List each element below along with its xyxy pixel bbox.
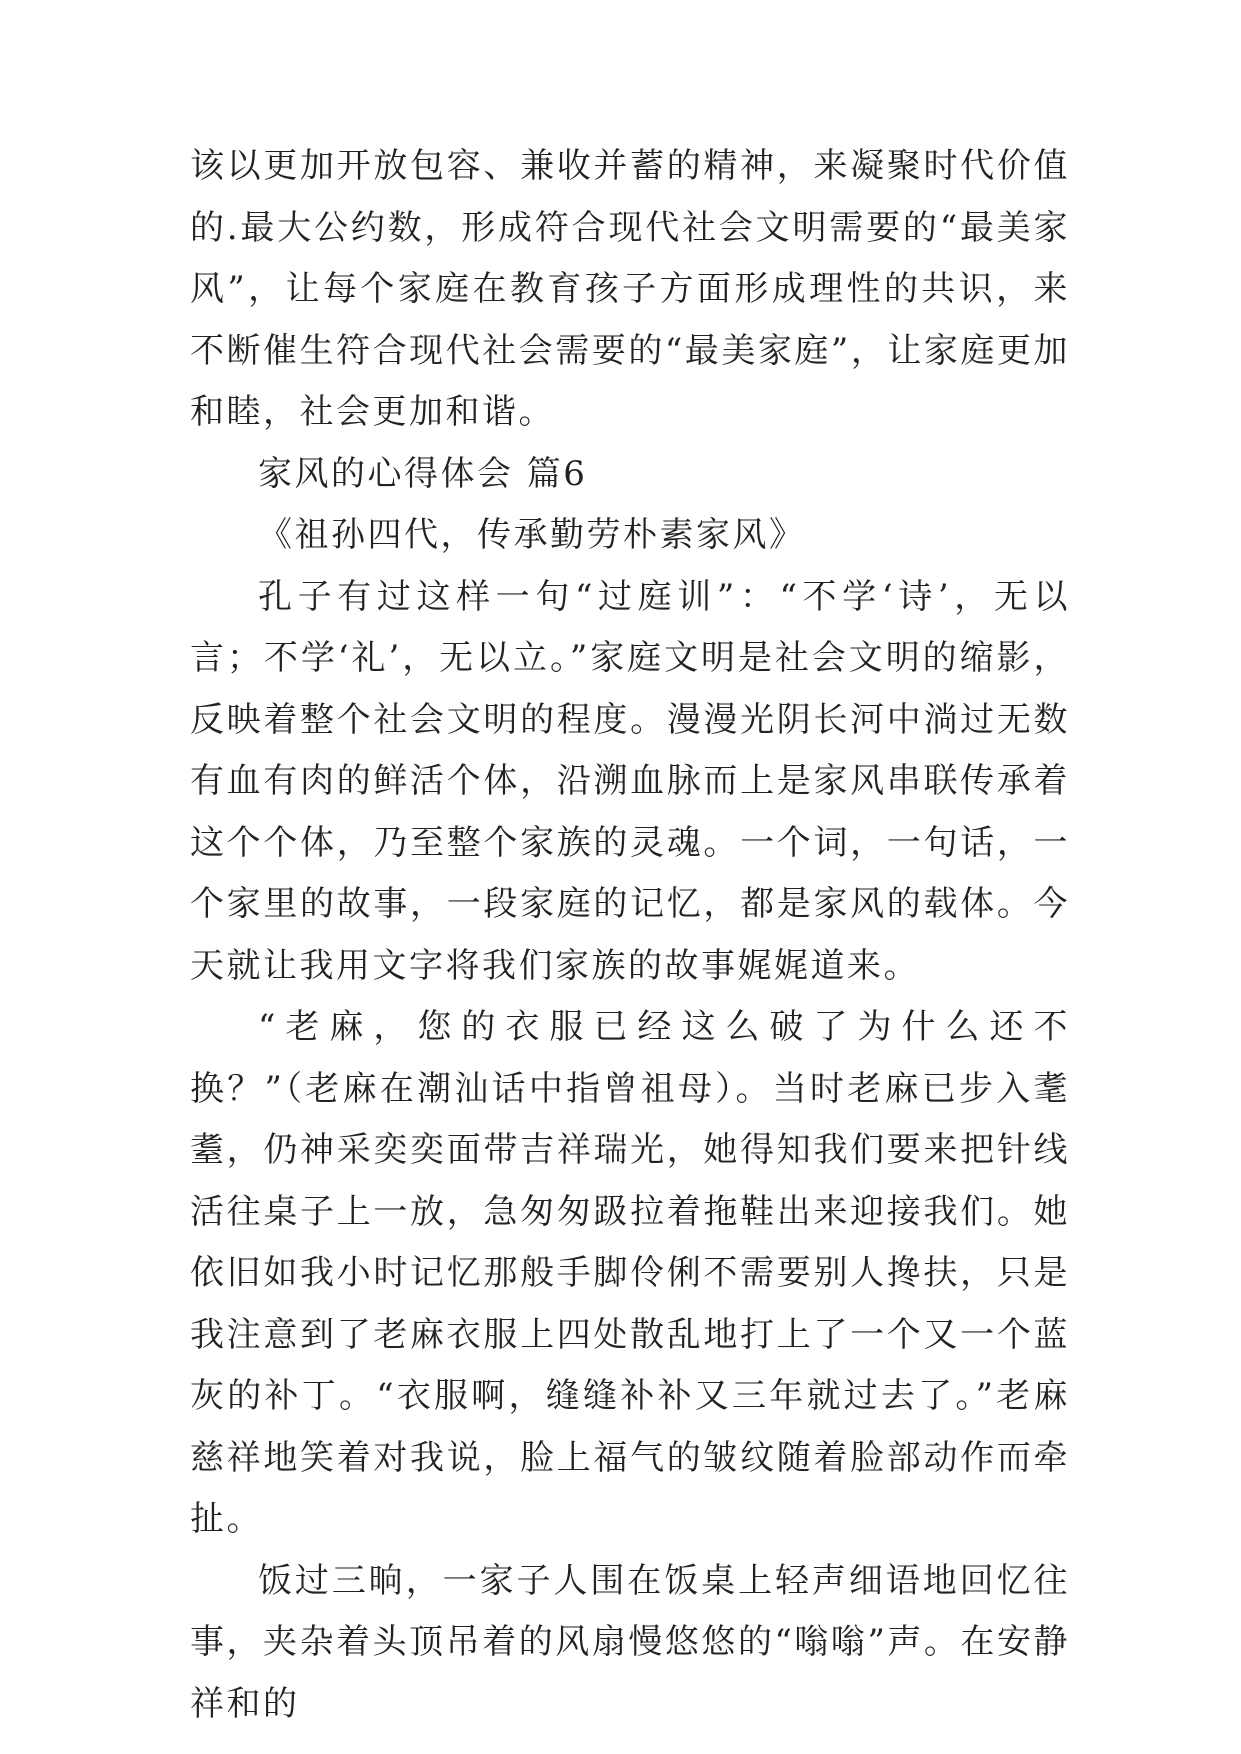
article-title: 《祖孙四代，传承勤劳朴素家风》 — [258, 515, 806, 555]
paragraph-continuation: 该以更加开放包容、兼收并蓄的精神，来凝聚时代价值的.最大公约数，形成符合现代社会文明需要的“最美家风”，让每个家庭在教育孩子方面形成理性的共识，来不断催生符合现代社会需要的“最美家庭”，让家庭更加和睦，社会更加和谐。 — [190, 146, 1070, 432]
document-body — [190, 136, 1070, 1735]
paragraph: 饭过三晌，一家子人围在饭桌上轻声细语地回忆往事，夹杂着头顶吊着的风扇慢悠悠的“嗡嗡”声。在安静祥和的 — [190, 1560, 1070, 1724]
paragraph: 孔子有过这样一句“过庭训”：“不学‘诗’，无以言；不学‘礼’，无以立。”家庭文明是社会文明的缩影，反映着整个社会文明的程度。漫漫光阴长河中淌过无数有血有肉的鲜活个体，沿溯血脉而上是家风串联传承着这个个体，乃至整个家族的灵魂。一个词，一句话，一个家里的故事，一段家庭的记忆，都是家风的载体。今天就让我用文字将我们家族的故事娓娓道来。 — [190, 576, 1070, 986]
paragraph: “老麻，您的衣服已经这么破了为什么还不换？”（老麻在潮汕话中指曾祖母）。当时老麻已步入耄耋，仍神采奕奕面带吉祥瑞光，她得知我们要来把针线活往桌子上一放，急匆匆趿拉着拖鞋出来迎接我们。她依旧如我小时记忆那般手脚伶俐不需要别人搀扶，只是我注意到了老麻衣服上四处散乱地打上了一个又一个蓝灰的补丁。“衣服啊，缝缝补补又三年就过去了。”老麻慈祥地笑着对我说，脸上福气的皱纹随着脸部动作而牵扯。 — [190, 1007, 1070, 1539]
section-heading: 家风的心得体会 篇6 — [258, 453, 588, 494]
